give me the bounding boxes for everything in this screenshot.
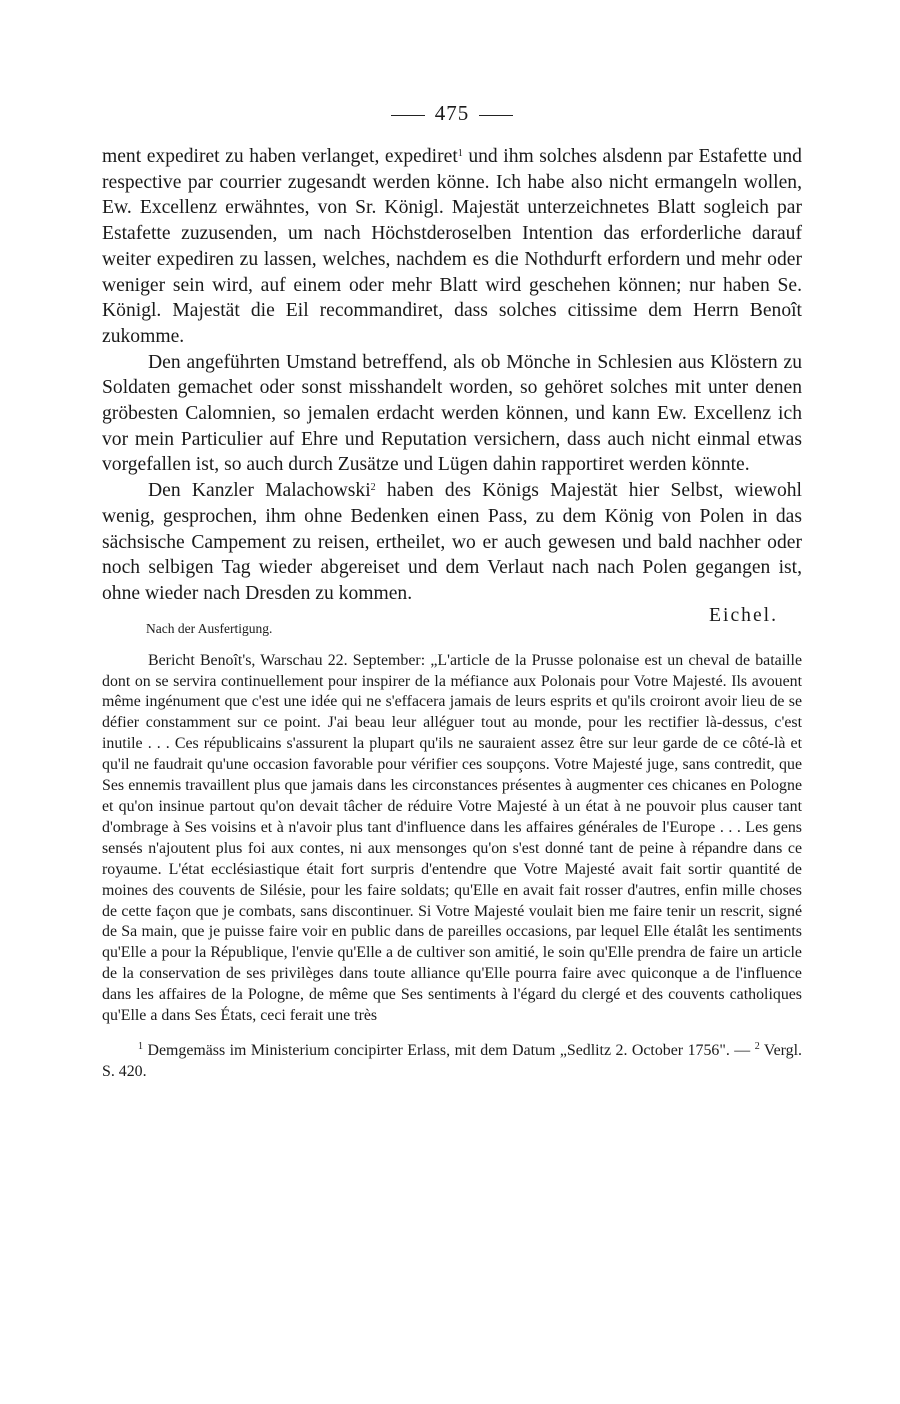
- main-text: [102, 144, 802, 607]
- report-paragraph: Bericht Benoît's, Warschau 22. September: „L'article de la Prusse polonaise est un cheval de bataille dont on se servira continuellement pour inspirer de la méfiance aux Polonais pour Votre Majesté. Ils avouent même ingénument que c'est une idée qui ne s'effacera jamais de leurs esprits et qu'ils croiront avoir lieu de se défier constamment sur ce point. J'ai beau leur alléguer tout au monde, pour les rectifier là-dessus, c'est inutile . . . Ces républicains s'assurent la plupart qu'ils ne sauraient assez être sur leur garde de ce côté-là et qu'il ne faudrait qu'une occasion favorable pour vérifier ces soupçons. Votre Majesté juge, sans contredit, que Ses ennemis travaillent plus que jamais dans les circonstances présentes à augmenter ces chicanes en Pologne et qu'on insinue partout qu'on devait tâcher de réduire Votre Majesté à un état à ne pouvoir plus causer tant d'ombrage à Ses voisins et à n'avoir plus tant d'influence dans les affaires générales de l'Europe . . . Les gens sensés n'ajoutent plus foi aux contes, ni aux mensonges qu'on s'est donné tant de peine à répandre dans ce royaume. L'état ecclésiastique était fort surpris d'entendre que Votre Majesté avait fait sortir quantité de moines des couvents de Silésie, pour les faire soldats; qu'Elle en avait fait rosser d'autres, enfin mille choses de cette façon que je combats, sans discontinuer. Si Votre Majesté voulait bien me faire tenir un rescrit, signé de Sa main, que je puisse faire voir en public dans de pareilles occasions, par lequel Elle étalât les sentiments qu'Elle a pour la République, l'envie qu'Elle a de cultiver son amitié, le soin qu'Elle prendra de faire un article de la conservation de ses privilèges dans toute alliance qu'Elle pourra faire avec quiconque a de l'influence dans les affaires de la Pologne, de même que Ses sentiments à l'égard du clergé et des couvents catholiques qu'Elle a dans Ses États, ceci ferait une très: [102, 651, 802, 1025]
- paragraph-1-text-b: und ihm solches alsdenn par Estafette und respective par courrier zugesandt werden könne. Ich habe also nicht ermangeln wollen, Ew. Excellenz erwähntes, von Sr. Königl. Majestät unterzeichnetes Blatt sogleich par Estafette zuzusenden, um nach Höchstderoselben Intention das erforderliche darauf weiter expediren zu lassen, welches, nachdem es die Nothdurft erfordern und mehr oder weniger sein wird, auf einem oder mehr Blatt wird geschehen können; nur haben Se. Königl. Majestät die Eil recommandiret, dass solches citissime dem Herrn Benoît zukomme.: [102, 146, 802, 347]
- footnote-1-text: Demgemäss im Ministerium concipirter Erlass, mit dem Datum „Sedlitz 2. October 1756". —: [143, 1041, 755, 1059]
- footnote-ref-2: 2: [370, 482, 376, 494]
- paragraph-1-text-a: ment expediret zu haben verlanget, expediret: [102, 146, 458, 167]
- report-section: [102, 651, 802, 1027]
- paragraph-2: Den angeführten Umstand betreffend, als ob Mönche in Schlesien aus Klöstern zu Soldaten gemachet oder sonst misshandelt worden, so gehöret solches mit unter denen gröbesten Calomnien, so jemalen erdacht werden können, und kann Ew. Excellenz ich vor mein Particulier auf Ehre und Reputation versichern, dass auch nicht einmal etwas vorgefallen ist, so auch durch Zusätze und Lügen dahin rapportiret werden könnte.: [102, 351, 802, 476]
- footnote-mark-1: 1: [138, 1040, 143, 1052]
- paragraph-1: [102, 144, 802, 350]
- footnote-paragraph: [102, 1041, 802, 1083]
- footnote-2-text: Vergl. S. 420.: [102, 1041, 802, 1080]
- header-dash-right: [479, 115, 513, 116]
- footnotes: [102, 1041, 802, 1083]
- page: [102, 98, 802, 1083]
- signature: Eichel.: [709, 604, 778, 626]
- paragraph-3-text-a: Den Kanzler Malachowski: [148, 480, 371, 502]
- page-header: [102, 98, 802, 128]
- source-note: Nach der Ausfertigung.: [146, 620, 273, 636]
- footnote-mark-2: 2: [754, 1040, 760, 1052]
- paragraph-3: [102, 478, 802, 607]
- page-number: 475: [434, 101, 470, 125]
- footnote-ref-1: 1: [457, 148, 463, 159]
- signature-block: [102, 604, 802, 637]
- header-dash-left: [391, 115, 425, 116]
- paragraph-3-text-b: haben des Königs Majestät hier Selbst, wiewohl wenig, gesprochen, ihm ohne Bedenken einen Pass, zu dem König von Polen in das sächsische Campement zu reisen, ertheilet, wo er auch gewesen und bald nachher oder noch selbigen Tag wieder abgereiset und dem Verlaut nach nach Polen gegangen ist, ohne wieder nach Dresden zu kommen.: [102, 480, 802, 604]
